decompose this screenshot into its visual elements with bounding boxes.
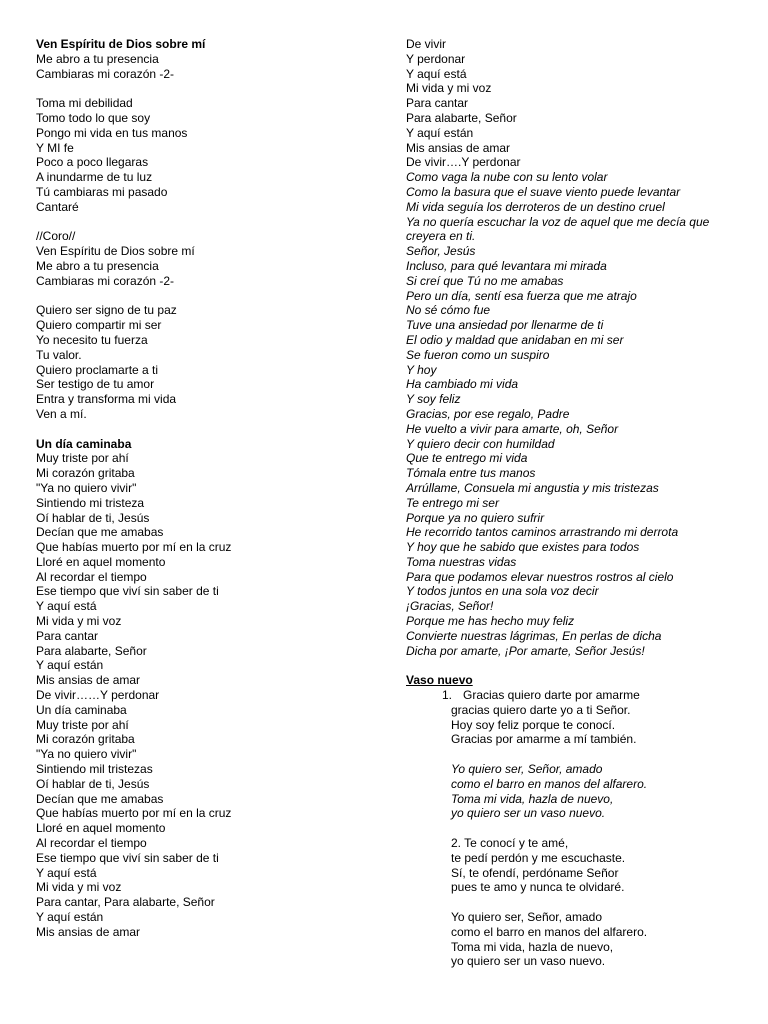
lyric-line: Mi corazón gritaba bbox=[36, 732, 135, 747]
lyric-line: Oí hablar de ti, Jesús bbox=[36, 510, 150, 525]
lyric-line: Para cantar, Para alabarte, Señor bbox=[36, 895, 215, 910]
lyric-line: Ven Espíritu de Dios sobre mí bbox=[36, 244, 195, 259]
lyric-line: Sintiendo mi tristeza bbox=[36, 495, 145, 510]
lyric-line: Y MI fe bbox=[36, 140, 74, 155]
lyric-line: Y hoy bbox=[406, 362, 437, 377]
lyric-line: Gracias quiero darte por amarme bbox=[463, 688, 640, 703]
lyric-line: Toma mi debilidad bbox=[36, 96, 133, 111]
lyric-line: Al recordar el tiempo bbox=[36, 569, 147, 584]
lyric-line: Tu valor. bbox=[36, 347, 82, 362]
lyric-line: Para alabarte, Señor bbox=[406, 110, 517, 125]
lyric-line: Mi vida seguía los derroteros de un destino cruel bbox=[406, 199, 665, 214]
lyric-line: Decían que me amabas bbox=[36, 525, 164, 540]
lyric-line: Ya no quería escuchar la voz de aquel que me decía que creyera en ti. bbox=[406, 214, 710, 244]
lyric-line: Yo quiero ser, Señor, amado bbox=[451, 910, 602, 925]
chorus bbox=[36, 229, 376, 288]
lyric-line: Ese tiempo que viví sin saber de ti bbox=[36, 850, 219, 865]
lyric-line: Mi corazón gritaba bbox=[36, 466, 135, 481]
lyric-line: Tuve una ansiedad por llenarme de ti bbox=[406, 318, 604, 333]
lyric-line: Quiero proclamarte a ti bbox=[36, 362, 159, 377]
lyric-line: Mis ansias de amar bbox=[406, 140, 511, 155]
lyric-line: Mis ansias de amar bbox=[36, 924, 141, 939]
lyric-line: Para alabarte, Señor bbox=[36, 643, 147, 658]
lyric-line: Para cantar bbox=[36, 628, 99, 643]
lyric-line: No sé cómo fue bbox=[406, 303, 491, 318]
lyric-line: Que te entrego mi vida bbox=[406, 451, 528, 466]
lyric-line: 2. Te conocí y te amé, bbox=[451, 836, 569, 851]
verse-2 bbox=[36, 303, 376, 421]
lyric-line: yo quiero ser un vaso nuevo. bbox=[451, 954, 606, 969]
left-column bbox=[36, 37, 376, 940]
lyric-line: Toma mi vida, hazla de nuevo, bbox=[451, 939, 614, 954]
lyric-line: Me abro a tu presencia bbox=[36, 258, 159, 273]
lyric-line: Yo necesito tu fuerza bbox=[36, 332, 148, 347]
lyric-line: Tomo todo lo que soy bbox=[36, 110, 151, 125]
lyric-line: De vivir……Y perdonar bbox=[36, 688, 160, 703]
lyric-line: Lloré en aquel momento bbox=[36, 821, 166, 836]
lyric-line: Y quiero decir con humildad bbox=[406, 436, 555, 451]
lyric-line: te pedí perdón y me escuchaste. bbox=[451, 850, 626, 865]
lyric-line: Cambiaras mi corazón -2- bbox=[36, 66, 175, 81]
lyric-line: Gracias, por ese regalo, Padre bbox=[406, 406, 570, 421]
lyric-line: Si creí que Tú no me amabas bbox=[406, 273, 564, 288]
lyric-line: Tómala entre tus manos bbox=[406, 466, 536, 481]
lyric-line: Y aquí están bbox=[406, 125, 474, 140]
lyric-line: Que habías muerto por mí en la cruz bbox=[36, 806, 232, 821]
lyric-line: Como vaga la nube con su lento volar bbox=[406, 170, 608, 185]
lyric-line: Ha cambiado mi vida bbox=[406, 377, 519, 392]
lyric-line: He vuelto a vivir para amarte, oh, Señor bbox=[406, 421, 619, 436]
lyric-line: Mi vida y mi voz bbox=[36, 880, 122, 895]
lyric-line: Arrúllame, Consuela mi angustia y mis tristezas bbox=[406, 480, 659, 495]
lyric-line: Convierte nuestras lágrimas, En perlas de dicha bbox=[406, 628, 662, 643]
lyric-line: Ven a mí. bbox=[36, 406, 87, 421]
lyric-line: Porque me has hecho muy feliz bbox=[406, 614, 575, 629]
lyric-line: como el barro en manos del alfarero. bbox=[451, 924, 648, 939]
lyric-line: Un día caminaba bbox=[36, 702, 127, 717]
verse-1 bbox=[36, 96, 376, 214]
lyric-line: Yo quiero ser, Señor, amado bbox=[451, 762, 603, 777]
lyric-line: De vivir….Y perdonar bbox=[406, 155, 521, 170]
lyric-line: Toma mi vida, hazla de nuevo, bbox=[451, 791, 614, 806]
lyric-line: Y aquí están bbox=[36, 910, 104, 925]
lyric-line: Muy triste por ahí bbox=[36, 451, 129, 466]
list-number: 1. bbox=[441, 688, 452, 703]
lyric-line: Mi vida y mi voz bbox=[406, 81, 492, 96]
lyric-line: Y aquí está bbox=[36, 865, 97, 880]
lyric-line: A inundarme de tu luz bbox=[36, 170, 153, 185]
lyric-line: Tú cambiaras mi pasado bbox=[36, 184, 168, 199]
song-2-lyrics bbox=[36, 451, 376, 939]
numbered-line bbox=[406, 688, 746, 703]
right-column bbox=[406, 37, 746, 969]
lyric-line: Pero un día, sentí esa fuerza que me atrajo bbox=[406, 288, 637, 303]
italic-lyrics bbox=[406, 170, 746, 658]
lyric-line: El odio y maldad que anidaban en mi ser bbox=[406, 332, 624, 347]
lyric-line: Toma nuestras vidas bbox=[406, 554, 517, 569]
lyric-line: Y todos juntos en una sola voz decir bbox=[406, 584, 599, 599]
lyric-line: Y perdonar bbox=[406, 51, 466, 66]
lyric-line: Cantaré bbox=[36, 199, 79, 214]
lyric-line: Al recordar el tiempo bbox=[36, 836, 147, 851]
lyric-line: gracias quiero darte yo a ti Señor. bbox=[451, 702, 631, 717]
lyric-line: Quiero compartir mi ser bbox=[36, 318, 162, 333]
lyric-line: Y aquí está bbox=[406, 66, 467, 81]
song-title: Ven Espíritu de Dios sobre mí bbox=[36, 37, 206, 51]
lyric-line: Lloré en aquel momento bbox=[36, 554, 166, 569]
lyric-line: Que habías muerto por mí en la cruz bbox=[36, 540, 232, 555]
lyric-line: Muy triste por ahí bbox=[36, 717, 129, 732]
lyric-line: Sintiendo mil tristezas bbox=[36, 762, 153, 777]
lyric-line: Incluso, para qué levantara mi mirada bbox=[406, 258, 607, 273]
lyric-line: Y soy feliz bbox=[406, 392, 461, 407]
lyric-line: Decían que me amabas bbox=[36, 791, 164, 806]
lyric-line: Para que podamos elevar nuestros rostros al cielo bbox=[406, 569, 674, 584]
lyric-line: //Coro// bbox=[36, 229, 76, 244]
lyric-line: Te entrego mi ser bbox=[406, 495, 499, 510]
lyric-line: Para cantar bbox=[406, 96, 469, 111]
lyric-line: pues te amo y nunca te olvidaré. bbox=[451, 880, 625, 895]
plain-lyrics bbox=[406, 37, 746, 170]
lyric-line: Sí, te ofendí, perdóname Señor bbox=[451, 865, 619, 880]
song-title: Vaso nuevo bbox=[406, 673, 473, 688]
lyric-line: Gracias por amarme a mí también. bbox=[451, 732, 637, 747]
lyric-line: Dicha por amarte, ¡Por amarte, Señor Jesús! bbox=[406, 643, 645, 658]
lyric-line: Mi vida y mi voz bbox=[36, 614, 122, 629]
lyric-line: Quiero ser signo de tu paz bbox=[36, 303, 177, 318]
lyric-line: Porque ya no quiero sufrir bbox=[406, 510, 545, 525]
lyric-line: Entra y transforma mi vida bbox=[36, 392, 177, 407]
lyric-line: Y aquí está bbox=[36, 599, 97, 614]
lyric-line: yo quiero ser un vaso nuevo. bbox=[451, 806, 606, 821]
lyric-line: Pongo mi vida en tus manos bbox=[36, 125, 188, 140]
lyric-line: Señor, Jesús bbox=[406, 244, 476, 259]
lyric-line: Se fueron como un suspiro bbox=[406, 347, 550, 362]
lyric-line: Ser testigo de tu amor bbox=[36, 377, 155, 392]
lyric-line: Ese tiempo que viví sin saber de ti bbox=[36, 584, 219, 599]
lyric-line: Y hoy que he sabido que existes para todos bbox=[406, 540, 640, 555]
lyric-line: Como la basura que el suave viento puede levantar bbox=[406, 184, 681, 199]
lyric-line: Oí hablar de ti, Jesús bbox=[36, 776, 150, 791]
lyric-line: Mis ansias de amar bbox=[36, 673, 141, 688]
lyric-line: He recorrido tantos caminos arrastrando mi derrota bbox=[406, 525, 679, 540]
lyric-line: como el barro en manos del alfarero. bbox=[451, 776, 648, 791]
lyric-line: ¡Gracias, Señor! bbox=[406, 599, 494, 614]
lyric-line: "Ya no quiero vivir" bbox=[36, 480, 137, 495]
lyric-line: De vivir bbox=[406, 37, 447, 51]
song-title: Un día caminaba bbox=[36, 436, 132, 451]
lyric-line: "Ya no quiero vivir" bbox=[36, 747, 137, 762]
lyric-line: Cambiaras mi corazón -2- bbox=[36, 273, 175, 288]
lyric-line: Poco a poco llegaras bbox=[36, 155, 149, 170]
lyric-line: Y aquí están bbox=[36, 658, 104, 673]
lyric-line: Me abro a tu presencia bbox=[36, 51, 159, 66]
lyric-line: Hoy soy feliz porque te conocí. bbox=[451, 717, 616, 732]
